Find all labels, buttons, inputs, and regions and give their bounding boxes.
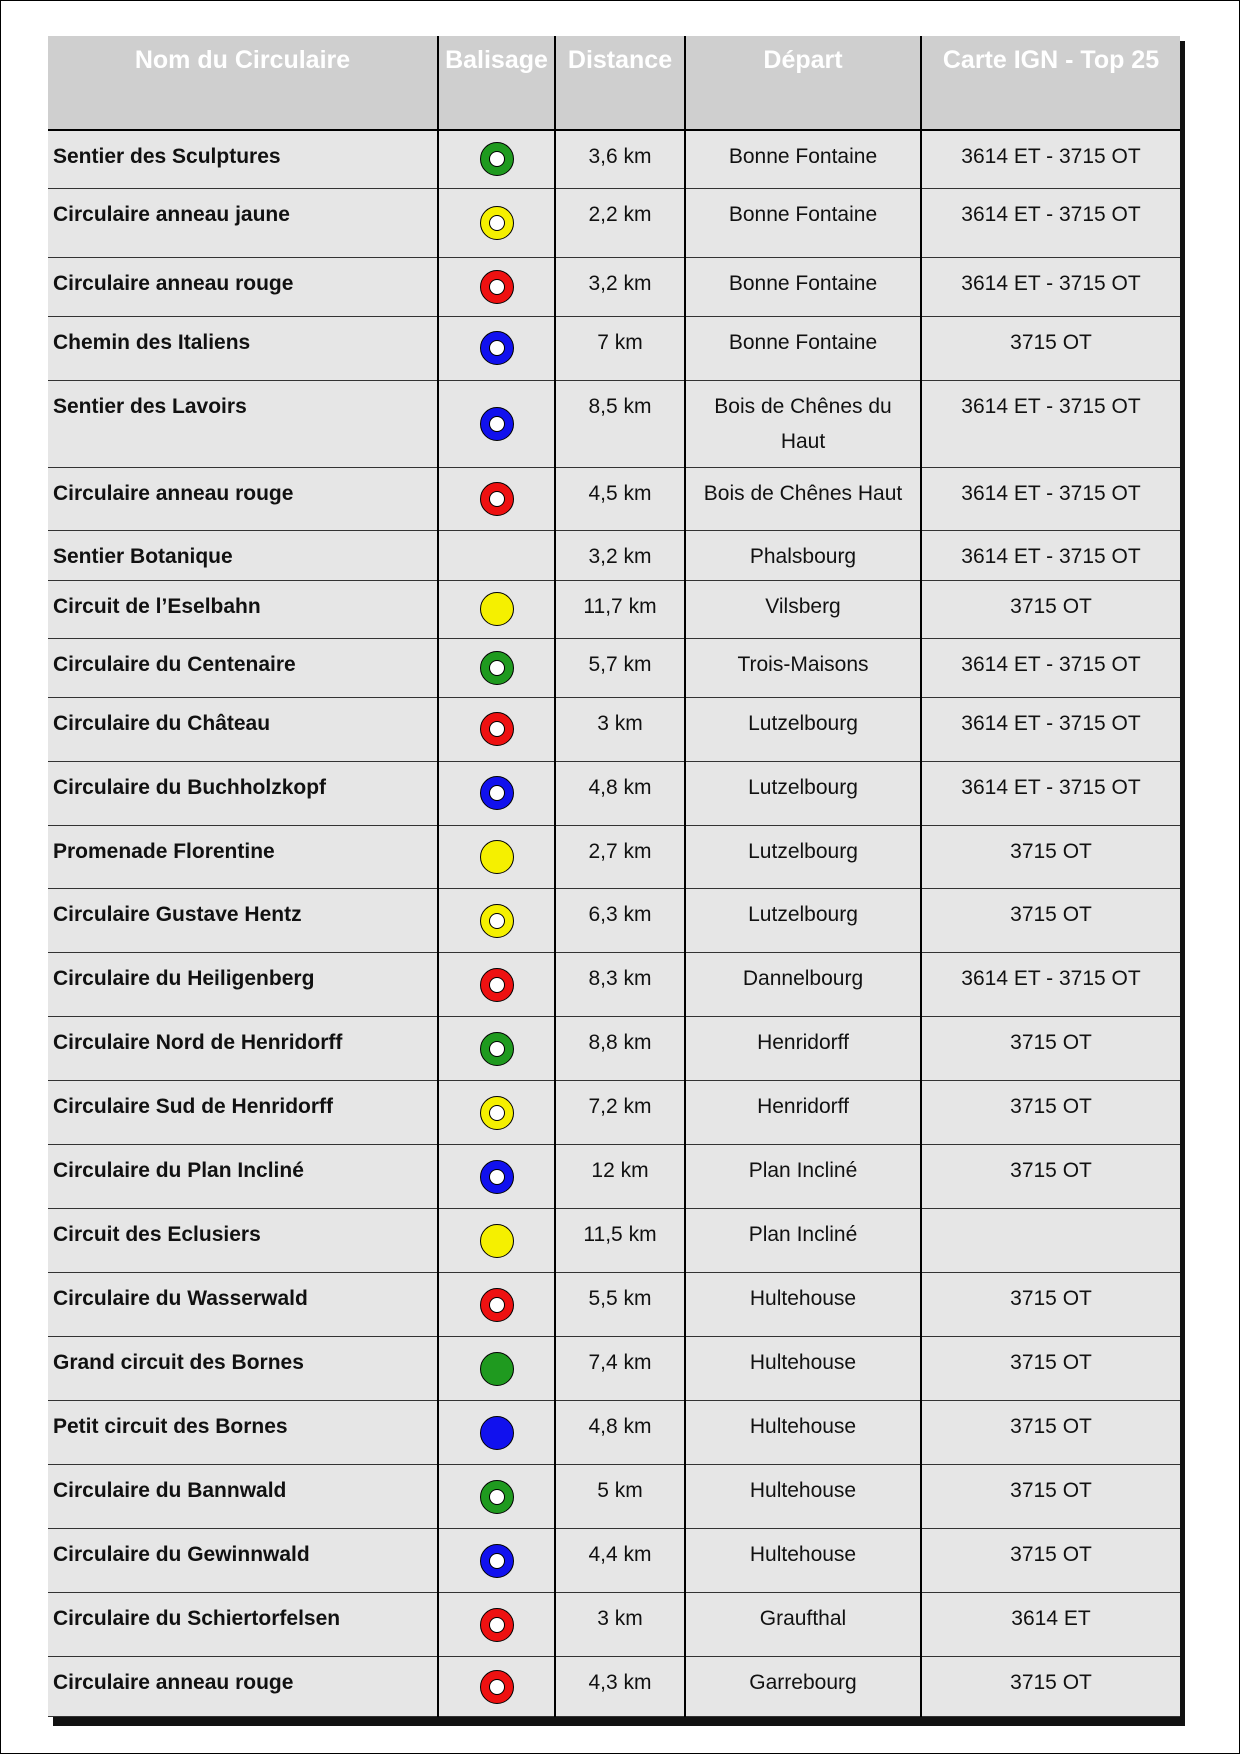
marking-circle-icon (480, 904, 514, 938)
table-row (48, 1465, 1180, 1529)
map-cell: 3715 OT (921, 1017, 1180, 1081)
map-cell: 3715 OT (921, 1081, 1180, 1145)
marking-cell (438, 697, 555, 761)
marking-circle-icon (480, 206, 514, 240)
table-row (48, 130, 1180, 188)
map-cell: 3715 OT (921, 1273, 1180, 1337)
map-cell: 3614 ET - 3715 OT (921, 380, 1180, 467)
circuit-name: Circulaire Gustave Hentz (48, 889, 438, 953)
marking-cell (438, 825, 555, 889)
marking-circle-icon (480, 482, 514, 516)
marking-circle-icon (480, 331, 514, 365)
marking-cell (438, 1465, 555, 1529)
map-cell: 3614 ET - 3715 OT (921, 953, 1180, 1017)
table-row (48, 639, 1180, 697)
marking-cell (438, 1529, 555, 1593)
marking-cell (438, 1593, 555, 1657)
start-cell: Bois de Chênes du Haut (685, 380, 921, 467)
start-cell: Henridorff (685, 1081, 921, 1145)
distance-cell: 8,3 km (555, 953, 685, 1017)
circuit-name: Circulaire du Heiligenberg (48, 953, 438, 1017)
table-row (48, 530, 1180, 580)
start-cell: Garrebourg (685, 1657, 921, 1717)
start-cell: Hultehouse (685, 1401, 921, 1465)
start-cell: Hultehouse (685, 1273, 921, 1337)
table-row (48, 1593, 1180, 1657)
marking-circle-icon (480, 1480, 514, 1514)
map-cell: 3614 ET - 3715 OT (921, 468, 1180, 531)
table-row (48, 1017, 1180, 1081)
circuit-name: Circulaire anneau rouge (48, 1657, 438, 1717)
marking-cell (438, 468, 555, 531)
marking-cell (438, 639, 555, 697)
marking-circle-icon (480, 1032, 514, 1066)
distance-cell: 4,8 km (555, 1401, 685, 1465)
distance-cell: 4,5 km (555, 468, 685, 531)
start-cell: Bois de Chênes Haut (685, 468, 921, 531)
map-cell: 3614 ET - 3715 OT (921, 188, 1180, 258)
marking-cell (438, 953, 555, 1017)
map-cell: 3715 OT (921, 825, 1180, 889)
start-cell: Lutzelbourg (685, 697, 921, 761)
marking-cell (438, 130, 555, 188)
start-cell: Graufthal (685, 1593, 921, 1657)
distance-cell: 3,2 km (555, 258, 685, 316)
table-row (48, 580, 1180, 638)
start-cell: Lutzelbourg (685, 889, 921, 953)
circuit-name: Circulaire du Buchholzkopf (48, 761, 438, 825)
header-name: Nom du Circulaire (48, 36, 438, 130)
marking-cell (438, 380, 555, 467)
map-cell (921, 1209, 1180, 1273)
start-cell: Hultehouse (685, 1465, 921, 1529)
circuit-name: Circulaire du Gewinnwald (48, 1529, 438, 1593)
header-distance: Distance (555, 36, 685, 130)
table-row (48, 1209, 1180, 1273)
marking-cell (438, 188, 555, 258)
circuit-name: Chemin des Italiens (48, 316, 438, 380)
distance-cell: 3,2 km (555, 530, 685, 580)
marking-circle-icon (480, 1224, 514, 1258)
circuit-name: Circulaire anneau rouge (48, 258, 438, 316)
start-cell: Lutzelbourg (685, 761, 921, 825)
distance-cell: 11,7 km (555, 580, 685, 638)
marking-cell (438, 1273, 555, 1337)
start-cell: Plan Incliné (685, 1209, 921, 1273)
table-header (48, 36, 1180, 130)
table-row (48, 380, 1180, 467)
map-cell: 3614 ET - 3715 OT (921, 761, 1180, 825)
table-row (48, 953, 1180, 1017)
table-row (48, 468, 1180, 531)
map-cell: 3715 OT (921, 1145, 1180, 1209)
map-cell: 3715 OT (921, 1529, 1180, 1593)
header-start: Départ (685, 36, 921, 130)
table-row (48, 825, 1180, 889)
circuit-name: Sentier des Sculptures (48, 130, 438, 188)
distance-cell: 4,3 km (555, 1657, 685, 1717)
marking-cell (438, 530, 555, 580)
marking-cell (438, 316, 555, 380)
distance-cell: 11,5 km (555, 1209, 685, 1273)
distance-cell: 6,3 km (555, 889, 685, 953)
circuits-table (48, 36, 1180, 1717)
header-map: Carte IGN - Top 25 (921, 36, 1180, 130)
marking-circle-icon (480, 1096, 514, 1130)
marking-circle-icon (480, 592, 514, 626)
circuit-name: Circulaire du Centenaire (48, 639, 438, 697)
marking-circle-icon (480, 1608, 514, 1642)
circuit-name: Circulaire du Bannwald (48, 1465, 438, 1529)
marking-circle-icon (480, 1670, 514, 1704)
map-cell: 3715 OT (921, 889, 1180, 953)
circuit-name: Sentier Botanique (48, 530, 438, 580)
marking-circle-icon (480, 651, 514, 685)
distance-cell: 5,7 km (555, 639, 685, 697)
circuit-name: Circulaire Sud de Henridorff (48, 1081, 438, 1145)
start-cell: Trois-Maisons (685, 639, 921, 697)
table-row (48, 1401, 1180, 1465)
map-cell: 3715 OT (921, 1465, 1180, 1529)
marking-circle-icon (480, 968, 514, 1002)
map-cell: 3614 ET - 3715 OT (921, 130, 1180, 188)
map-cell: 3715 OT (921, 1337, 1180, 1401)
start-cell: Vilsberg (685, 580, 921, 638)
start-cell: Henridorff (685, 1017, 921, 1081)
distance-cell: 12 km (555, 1145, 685, 1209)
marking-cell (438, 258, 555, 316)
marking-cell (438, 1401, 555, 1465)
distance-cell: 3 km (555, 697, 685, 761)
distance-cell: 2,2 km (555, 188, 685, 258)
circuit-name: Circulaire du Plan Incliné (48, 1145, 438, 1209)
distance-cell: 4,4 km (555, 1529, 685, 1593)
marking-cell (438, 1209, 555, 1273)
table-row (48, 258, 1180, 316)
table-row (48, 889, 1180, 953)
start-cell: Lutzelbourg (685, 825, 921, 889)
circuit-name: Petit circuit des Bornes (48, 1401, 438, 1465)
header-marking: Balisage (438, 36, 555, 130)
start-cell: Bonne Fontaine (685, 188, 921, 258)
marking-cell (438, 889, 555, 953)
table-row (48, 316, 1180, 380)
table-body (48, 130, 1180, 1717)
table-row (48, 1657, 1180, 1717)
start-cell: Bonne Fontaine (685, 130, 921, 188)
start-cell: Phalsbourg (685, 530, 921, 580)
distance-cell: 3 km (555, 1593, 685, 1657)
distance-cell: 5,5 km (555, 1273, 685, 1337)
table-row (48, 1145, 1180, 1209)
table-row (48, 697, 1180, 761)
map-cell: 3715 OT (921, 1401, 1180, 1465)
circuit-name: Circuit des Eclusiers (48, 1209, 438, 1273)
table-row (48, 1337, 1180, 1401)
marking-circle-icon (480, 1352, 514, 1386)
circuit-name: Sentier des Lavoirs (48, 380, 438, 467)
map-cell: 3715 OT (921, 1657, 1180, 1717)
start-cell: Bonne Fontaine (685, 316, 921, 380)
distance-cell: 4,8 km (555, 761, 685, 825)
map-cell: 3614 ET - 3715 OT (921, 530, 1180, 580)
marking-circle-icon (480, 776, 514, 810)
map-cell: 3614 ET - 3715 OT (921, 697, 1180, 761)
table-row (48, 188, 1180, 258)
marking-circle-icon (480, 1288, 514, 1322)
marking-cell (438, 1337, 555, 1401)
distance-cell: 8,8 km (555, 1017, 685, 1081)
marking-cell (438, 1017, 555, 1081)
marking-cell (438, 1657, 555, 1717)
start-cell: Hultehouse (685, 1337, 921, 1401)
map-cell: 3614 ET (921, 1593, 1180, 1657)
distance-cell: 7,2 km (555, 1081, 685, 1145)
start-cell: Plan Incliné (685, 1145, 921, 1209)
circuit-name: Circulaire anneau jaune (48, 188, 438, 258)
start-cell: Dannelbourg (685, 953, 921, 1017)
circuit-name: Circuit de l’Eselbahn (48, 580, 438, 638)
marking-circle-icon (480, 407, 514, 441)
marking-cell (438, 761, 555, 825)
table-row (48, 761, 1180, 825)
circuit-name: Promenade Florentine (48, 825, 438, 889)
distance-cell: 3,6 km (555, 130, 685, 188)
circuit-name: Circulaire Nord de Henridorff (48, 1017, 438, 1081)
marking-circle-icon (480, 270, 514, 304)
start-cell: Bonne Fontaine (685, 258, 921, 316)
marking-circle-icon (480, 142, 514, 176)
circuit-name: Circulaire du Wasserwald (48, 1273, 438, 1337)
distance-cell: 8,5 km (555, 380, 685, 467)
marking-circle-icon (480, 840, 514, 874)
marking-circle-icon (480, 1160, 514, 1194)
table-row (48, 1529, 1180, 1593)
table-row (48, 1081, 1180, 1145)
circuit-name: Circulaire anneau rouge (48, 468, 438, 531)
distance-cell: 5 km (555, 1465, 685, 1529)
marking-circle-icon (480, 1416, 514, 1450)
circuit-name: Circulaire du Schiertorfelsen (48, 1593, 438, 1657)
marking-cell (438, 1145, 555, 1209)
map-cell: 3715 OT (921, 580, 1180, 638)
marking-circle-icon (480, 1544, 514, 1578)
table-row (48, 1273, 1180, 1337)
map-cell: 3614 ET - 3715 OT (921, 258, 1180, 316)
marking-circle-icon (480, 712, 514, 746)
start-cell: Hultehouse (685, 1529, 921, 1593)
map-cell: 3614 ET - 3715 OT (921, 639, 1180, 697)
circuit-name: Grand circuit des Bornes (48, 1337, 438, 1401)
circuit-name: Circulaire du Château (48, 697, 438, 761)
marking-cell (438, 580, 555, 638)
distance-cell: 2,7 km (555, 825, 685, 889)
distance-cell: 7 km (555, 316, 685, 380)
marking-cell (438, 1081, 555, 1145)
map-cell: 3715 OT (921, 316, 1180, 380)
distance-cell: 7,4 km (555, 1337, 685, 1401)
